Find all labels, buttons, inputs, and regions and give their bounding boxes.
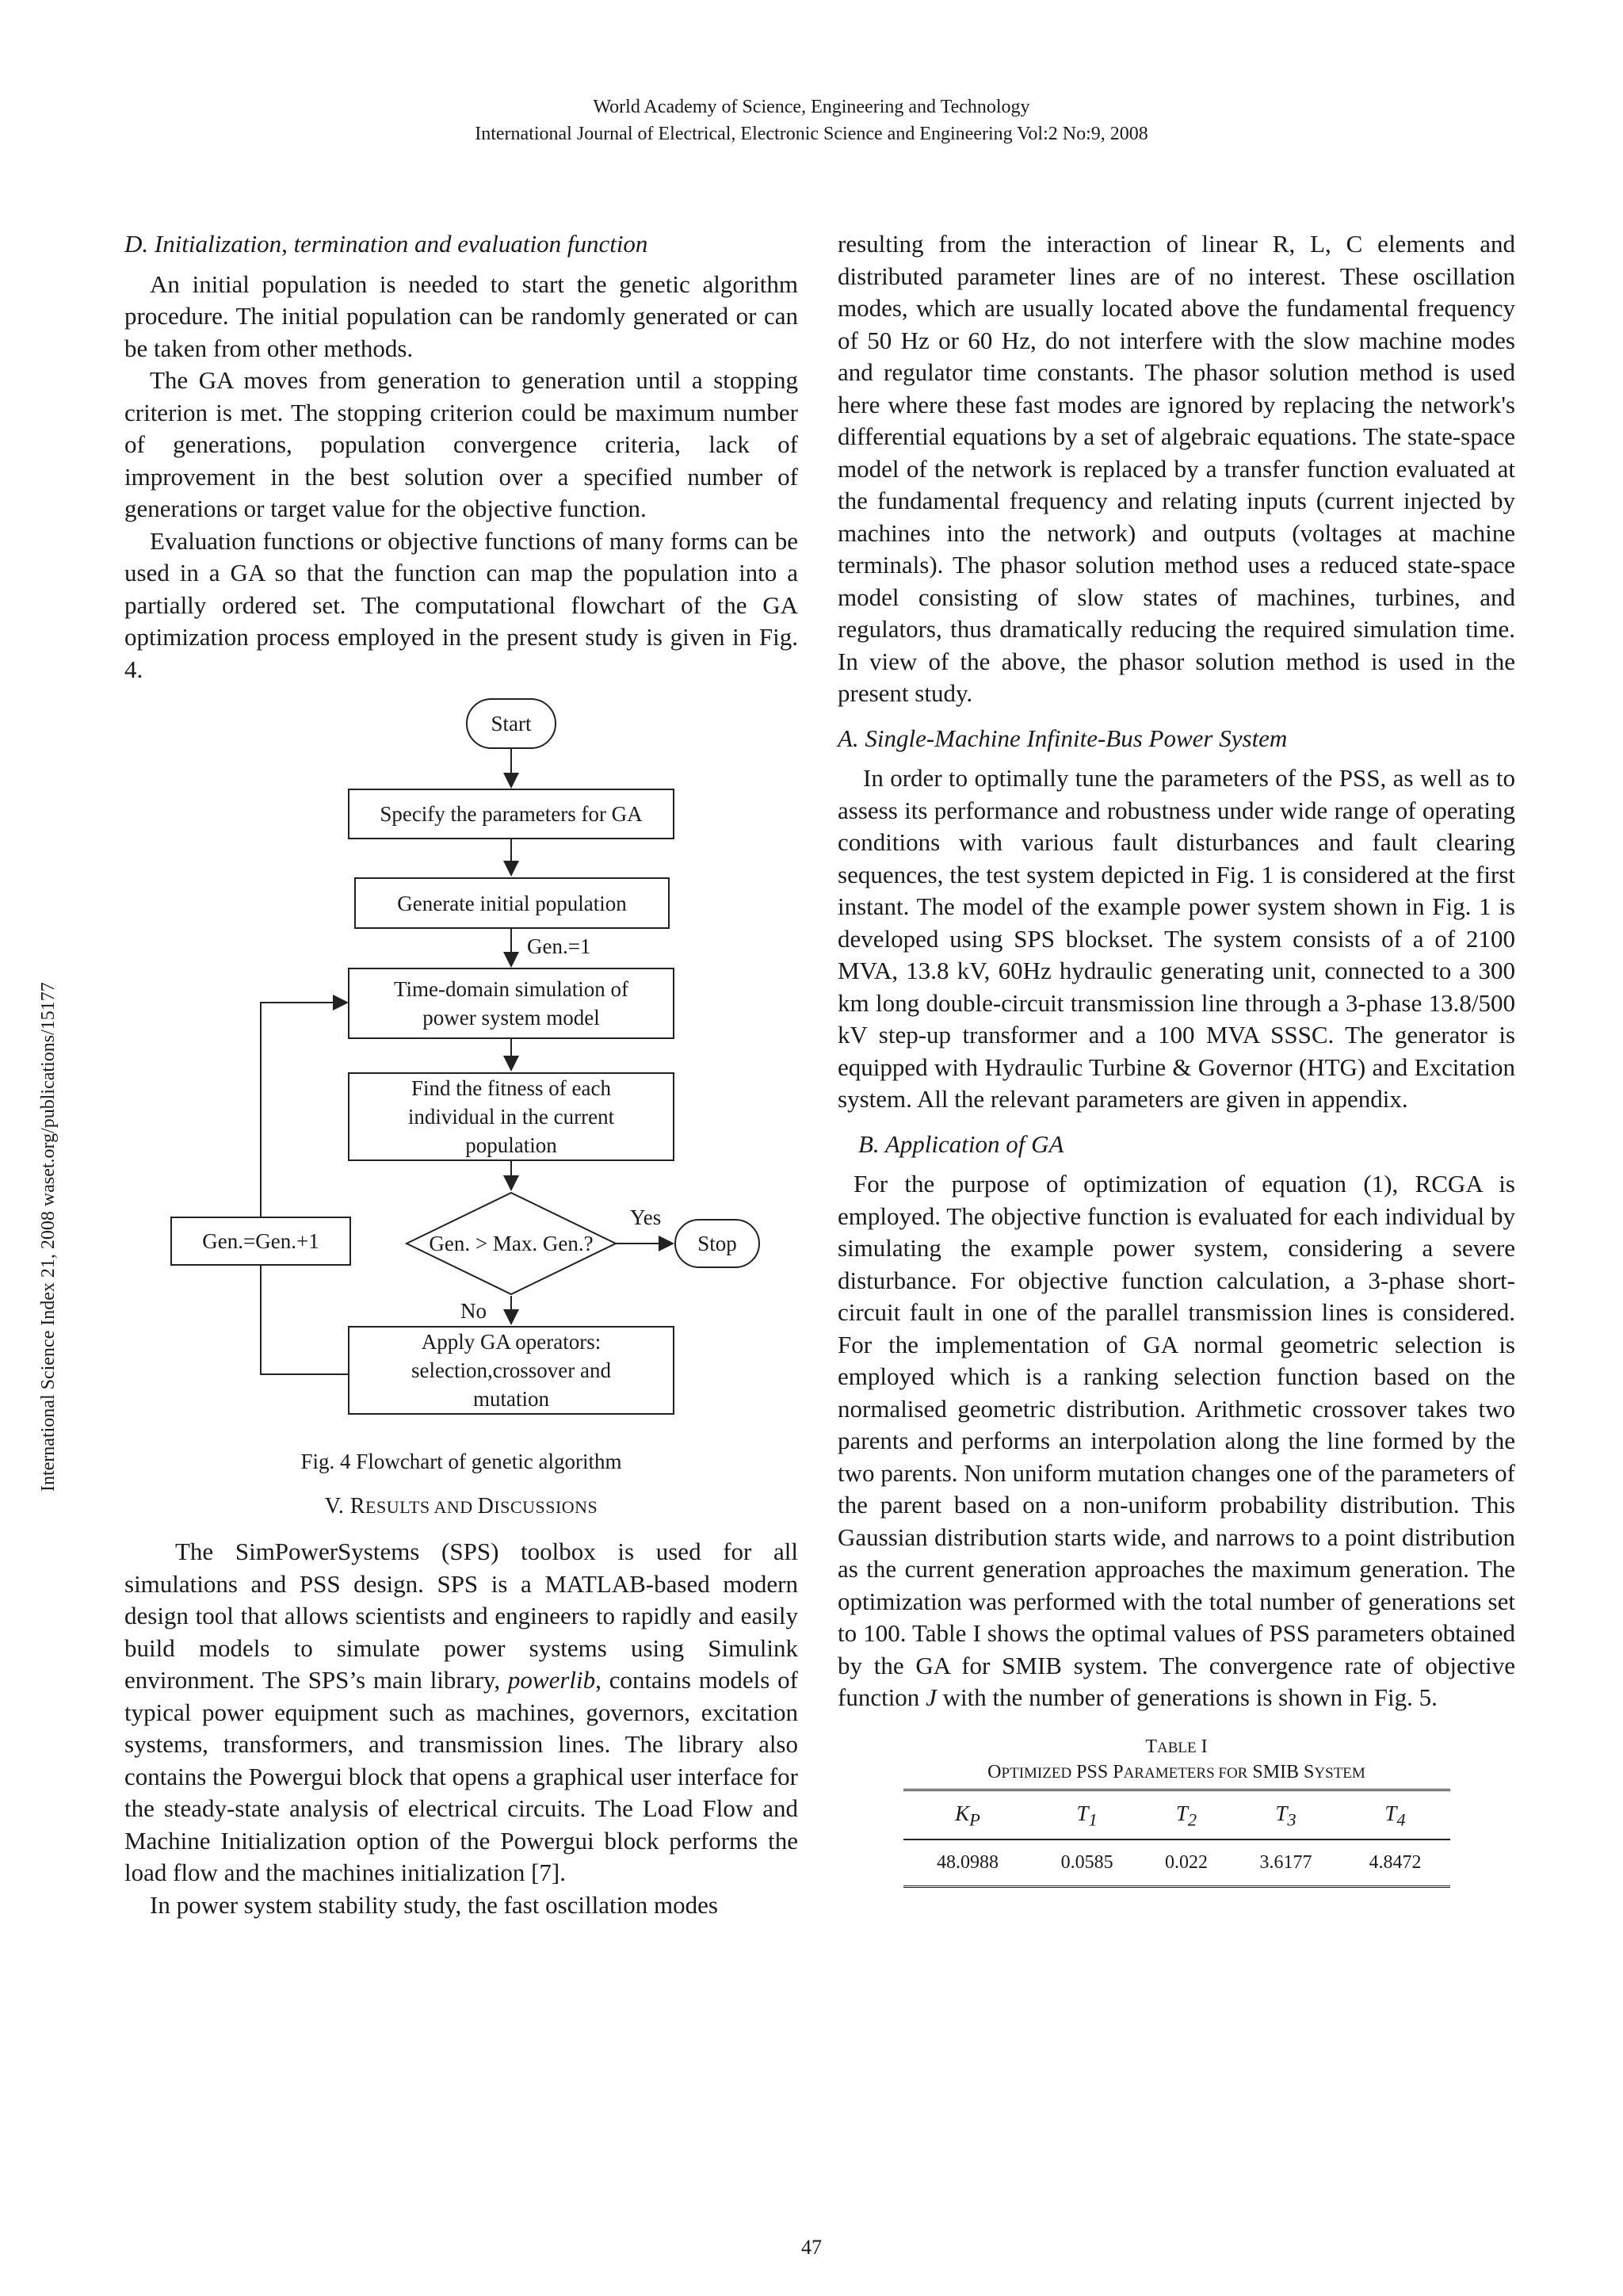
sub-pss: PSS	[1076, 1761, 1109, 1782]
decision-label: Gen. > Max. Gen.?	[429, 1232, 594, 1255]
p3-part-a: For the purpose of optimization of equation (1), RCGA is employed. The objective function is evaluated for each individual by simulating the example power system, considering a severe disturbance. For objective function calculation, a 3-phase short-circuit fault in one of the parallel transmission lines is considered. For the implementation of GA normal geometric selection is employed which is a ranking selection function based on the normalised geometric distribution. Arithmetic crossover takes two parents and performs an interpolation along the line formed by the two parents. Non uniform mutation changes one of the parameters of the parent based on a non-uniform probability distribution. This Gaussian distribution starts wide, and narrows to a point distribution as the current generation approaches the maximum generation. The optimization was performed with the total number of generations set to 100. Table I shows the optimal values of PSS parameters obtained by the GA for SMIB system. The convergence rate of objective function	[838, 1170, 1515, 1711]
gen-equals-1-label: Gen.=1	[527, 934, 591, 958]
p4-part-b: , contains models of typical power equipment such as machines, governors, excitation systems, transformers, and transmission lines. The library also contains the Powergui block that opens a graphical user interface for the steady-state analysis of electrical circuits. The Load Flow and Machine Initialization option of the Powergui block performs the load flow and the machines initialization [7].	[124, 1666, 798, 1886]
header-main: T	[1384, 1801, 1397, 1825]
section-v-esults: ESULTS AND	[365, 1496, 478, 1517]
header-t4	[1340, 1790, 1449, 1839]
cell-t2: 0.022	[1142, 1839, 1232, 1886]
apply-line: Apply GA operators:	[421, 1330, 601, 1354]
right-column	[838, 228, 1515, 1888]
table-row	[903, 1839, 1450, 1886]
section-a-heading: A. Single-Machine Infinite-Bus Power System	[838, 724, 1288, 752]
paragraph: An initial population is needed to start the genetic algorithm procedure. The initial population can be randomly generated or can be taken from other methods.	[124, 269, 798, 362]
section-v-iscussions: ISCUSSIONS	[494, 1496, 598, 1517]
paragraph: Evaluation functions or objective functions of many forms can be used in a GA so that the function can map the population into a partially ordered set. The computational flowchart of the GA optimization process employed in the present study is given in Fig. 4.	[124, 526, 798, 683]
header-sub: 1	[1088, 1809, 1098, 1829]
paragraph: The GA moves from generation to generation until a stopping criterion is met. The stopping criterion could be maximum number of generations, population convergence criteria, lack of improvement in the best solution over a specified number of generations or target value for the objective function.	[124, 366, 798, 522]
paragraph	[124, 1536, 798, 1889]
section-v-num: V.	[324, 1493, 350, 1519]
sub-arameters: ARAMETERS FOR	[1123, 1764, 1248, 1782]
paragraph: In order to optimally tune the parameters of the PSS, as well as to assess its performance and robustness under wide range of operating conditions with various fault disturbances and fault clearing sequences, the test system depicted in Fig. 1 is considered at the first instant. The model of the example power system shown in Fig. 1 is developed using SPS blockset. The system consists of a of 2100 MVA, 13.8 kV, 60Hz hydraulic generating unit, connected to a 300 km long double-circuit transmission line through a 3-phase 13.8/500 kV step-up transformer and a 100 MVA SSSC. The generator is equipped with Hydraulic Turbine & Governor (HTG) and Excitation system. All the relevant parameters are given in appendix.	[838, 764, 1515, 1113]
header-line-2: International Journal of Electrical, Electronic Science and Engineering Vol:2 No:9, 2008	[475, 124, 1148, 144]
yes-label: Yes	[630, 1205, 662, 1229]
header-sub: 3	[1287, 1809, 1296, 1829]
sub-smib: SMIB	[1252, 1761, 1300, 1782]
pss-parameters-table	[903, 1789, 1450, 1888]
section-v-heading	[124, 1491, 798, 1524]
cell-t4: 4.8472	[1340, 1839, 1449, 1886]
table-title-t: T	[1145, 1736, 1158, 1757]
header-line-1: World Academy of Science, Engineering and Technology	[593, 97, 1030, 117]
header-main: K	[955, 1801, 970, 1825]
start-terminal: Start	[466, 698, 556, 749]
section-v-r: R	[349, 1493, 366, 1519]
section-b-heading: B. Application of GA	[858, 1129, 1064, 1158]
table-title	[838, 1735, 1515, 1760]
fitness-line: Find the fitness of each	[411, 1076, 611, 1100]
paragraph: In power system stability study, the fast oscillation modes	[150, 1890, 718, 1919]
cell-t3: 3.6177	[1231, 1839, 1340, 1886]
header-t2	[1142, 1790, 1232, 1839]
table-title-num: I	[1201, 1736, 1208, 1757]
no-label: No	[460, 1299, 487, 1323]
header-t3	[1231, 1790, 1340, 1839]
header-sub: 4	[1396, 1809, 1406, 1829]
apply-line: mutation	[472, 1387, 549, 1411]
journal-header	[0, 94, 1623, 147]
p3-part-b: with the number of generations is shown in Fig. 5.	[942, 1683, 1438, 1711]
header-sub: P	[969, 1809, 980, 1829]
objective-j-italic: J	[926, 1683, 937, 1711]
fitness-box	[348, 1072, 674, 1161]
table-header-row	[903, 1790, 1450, 1839]
flowchart	[124, 689, 798, 1446]
paragraph	[838, 1168, 1515, 1714]
cell-t1: 0.0585	[1033, 1839, 1142, 1886]
header-main: T	[1076, 1801, 1089, 1825]
header-main: T	[1275, 1801, 1288, 1825]
header-sub: 2	[1187, 1809, 1197, 1829]
cell-kp: 48.0988	[903, 1839, 1033, 1886]
page-number: 47	[801, 2236, 822, 2259]
specify-parameters-box: Specify the parameters for GA	[348, 789, 674, 839]
section-d-heading: D. Initialization, termination and evaluation function	[124, 230, 648, 258]
simulation-line: Time-domain simulation of	[394, 977, 628, 1001]
sub-s: S	[1304, 1761, 1315, 1782]
table-title-able: ABLE	[1157, 1739, 1197, 1756]
figure-caption: Fig. 4 Flowchart of genetic algorithm	[300, 1450, 622, 1473]
left-column	[124, 228, 798, 1921]
header-kp	[903, 1790, 1033, 1839]
simulation-box	[348, 968, 674, 1039]
fitness-line: individual in the current	[407, 1105, 615, 1129]
generate-population-box: Generate initial population	[354, 877, 670, 929]
stop-terminal: Stop	[674, 1219, 760, 1268]
apply-operators-box	[348, 1326, 674, 1415]
increment-generation-box: Gen.=Gen.+1	[170, 1217, 351, 1266]
sub-o: O	[987, 1761, 1002, 1782]
side-identifier: International Science Index 21, 2008 waset.org/publications/15177	[38, 982, 59, 1492]
sub-ptimized: PTIMIZED	[1001, 1764, 1072, 1782]
simulation-line: power system model	[422, 1006, 600, 1030]
table-subtitle	[838, 1760, 1515, 1786]
p4-part-a: The SimPowerSystems (SPS) toolbox is used for all simulations and PSS design. SPS is a MATLAB-based modern design tool that allows scientists and engineers to rapidly and easily build models to simulate power systems using Simulink environment. The SPS’s main library,	[124, 1538, 798, 1694]
header-main: T	[1175, 1801, 1188, 1825]
sub-ystem: YSTEM	[1314, 1764, 1365, 1782]
fitness-line: population	[465, 1133, 557, 1157]
apply-line: selection,crossover and	[411, 1358, 611, 1382]
section-v-d: D	[477, 1493, 495, 1519]
powerlib-italic: powerlib	[507, 1666, 596, 1694]
paragraph: resulting from the interaction of linear R, L, C elements and distributed parameter lines are of no interest. These oscillation modes, which are usually located above the fundamental frequency of 50 Hz or 60 Hz, do not interfere with the slow machine modes and regulator time constants. The phasor solution method is used here where these fast modes are ignored by replacing the network's differential equations by a set of algebraic equations. The state-space model of the network is replaced by a transfer function evaluated at the fundamental frequency and relating inputs (current injected by machines into the network) and outputs (voltages at machine terminals). The phasor solution method uses a reduced state-space model consisting of slow states of machines, turbines, and regulators, thus dramatically reducing the required simulation time. In view of the above, the phasor solution method is used in the present study.	[838, 230, 1515, 707]
header-t1	[1033, 1790, 1142, 1839]
sub-p: P	[1113, 1761, 1124, 1782]
